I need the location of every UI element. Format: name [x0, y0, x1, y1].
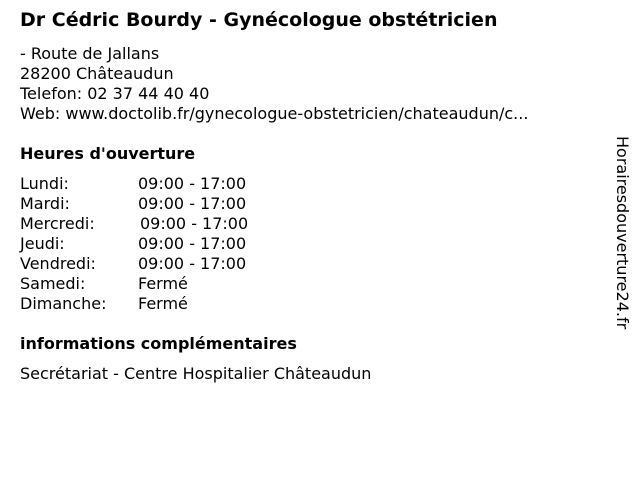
address-block [20, 44, 528, 124]
hours-row-saturday [20, 274, 280, 294]
page-title: Dr Cédric Bourdy - Gynécologue obstétricien [20, 9, 498, 31]
hours-time: 09:00 - 17:00 [138, 254, 247, 273]
hours-day: Jeudi: [20, 234, 65, 253]
additional-info-text: Secrétariat - Centre Hospitalier Châteaudun [20, 364, 372, 383]
hours-day: Vendredi: [20, 254, 96, 273]
hours-time: 09:00 - 17:00 [138, 234, 247, 253]
hours-day: Lundi: [20, 174, 69, 193]
hours-time: 09:00 - 17:00 [138, 174, 247, 193]
address-street: - Route de Jallans [20, 44, 160, 63]
additional-info-heading: informations complémentaires [20, 334, 297, 353]
hours-time: Fermé [138, 294, 188, 313]
hours-row-friday [20, 254, 280, 274]
hours-time: 09:00 - 17:00 [140, 214, 249, 233]
hours-day: Mardi: [20, 194, 70, 213]
site-watermark: Horairesdouverture24.fr [613, 136, 632, 330]
hours-row-thursday [20, 234, 280, 254]
hours-time: 09:00 - 17:00 [138, 194, 247, 213]
address-city: 28200 Châteaudun [20, 64, 174, 83]
hours-day: Dimanche: [20, 294, 107, 313]
hours-row-sunday [20, 294, 280, 314]
website-link[interactable]: Web: www.doctolib.fr/gynecologue-obstetricien/chateaudun/c... [20, 104, 529, 123]
hours-day: Samedi: [20, 274, 86, 293]
hours-day: Mercredi: [20, 214, 95, 233]
hours-row-tuesday [20, 194, 280, 214]
hours-row-monday [20, 174, 280, 194]
hours-time: Fermé [138, 274, 188, 293]
phone-number[interactable]: Telefon: 02 37 44 40 40 [20, 84, 210, 103]
opening-hours-table [20, 174, 280, 314]
hours-row-wednesday [20, 214, 280, 234]
opening-hours-heading: Heures d'ouverture [20, 144, 196, 163]
